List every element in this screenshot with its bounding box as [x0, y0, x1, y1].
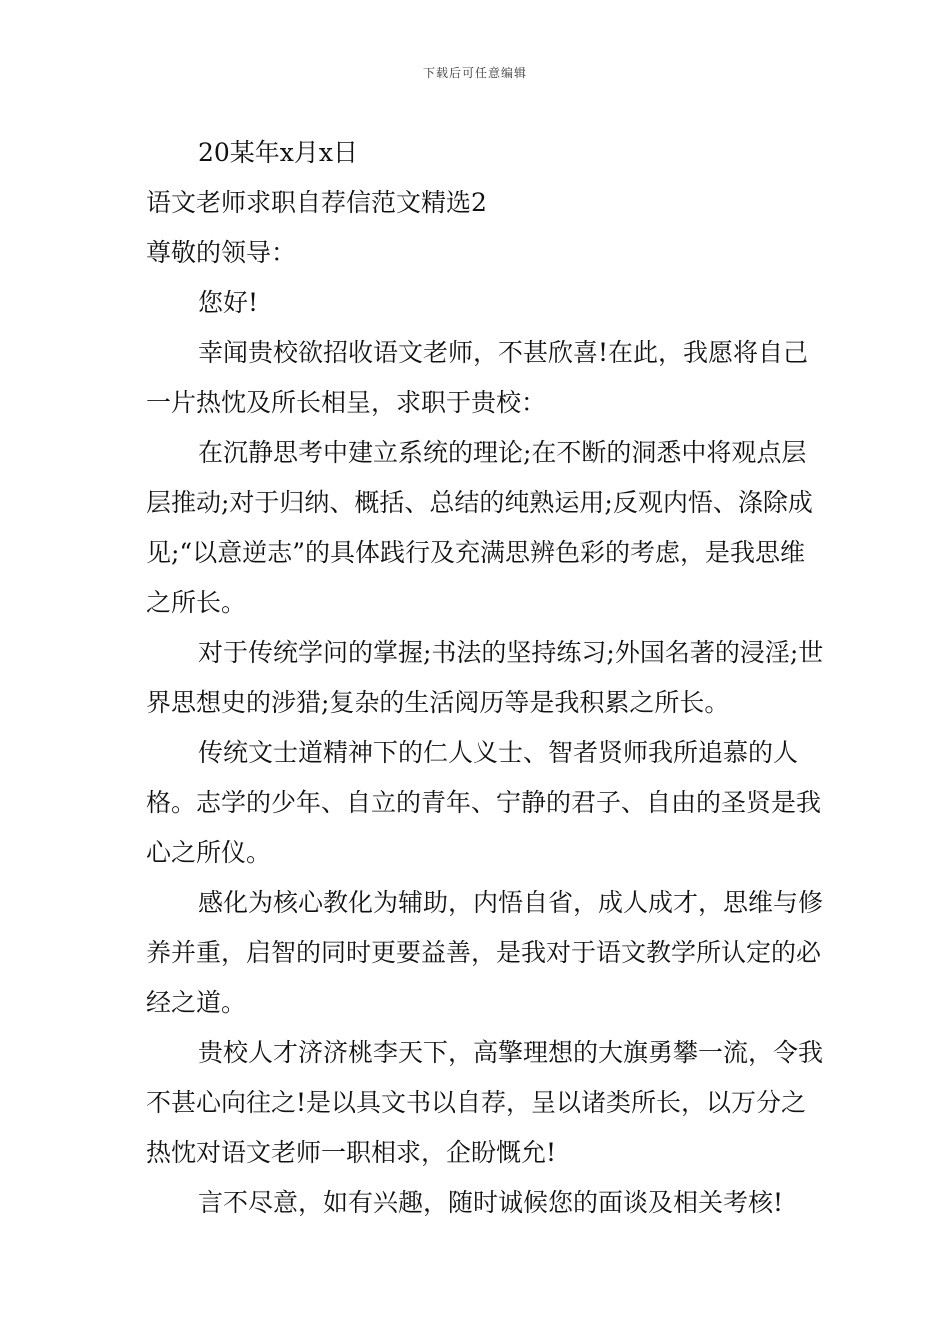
letter-paragraph-4: 传统文士道精神下的仁人义士、智者贤师我所追慕的人格。志学的少年、自立的青年、宁静的君子、自由的圣贤是我心之所仪。: [146, 738, 822, 867]
letter-paragraph-1: 幸闻贵校欲招收语文老师，不甚欣喜!在此，我愿将自己一片热忱及所长相呈，求职于贵校：: [146, 338, 809, 417]
letter-paragraph-3: 对于传统学问的掌握;书法的坚持练习;外国名著的浸淫;世界思想史的涉猎;复杂的生活阅历等是我积累之所长。: [146, 638, 824, 717]
letter-paragraph-5: 感化为核心教化为辅助，内悟自省，成人成才，思维与修养并重，启智的同时更要益善，是我对于语文教学所认定的必经之道。: [146, 888, 824, 1017]
letter-body: [146, 128, 826, 1228]
letter-paragraph-6: 贵校人才济济桃李天下，高擎理想的大旗勇攀一流，令我不甚心向往之!是以具文书以自荐，呈以诸类所长，以万分之热忱对语文老师一职相求，企盼慨允!: [146, 1038, 824, 1167]
letter-paragraph-2: 在沉静思考中建立系统的理论;在不断的洞悉中将观点层层推动;对于归纳、概括、总结的纯熟运用;反观内悟、涤除成见;“以意逆志”的具体践行及充满思辨色彩的考虑，是我思维之所长。: [146, 438, 813, 617]
page-header-note: 下载后可任意编辑: [422, 66, 527, 80]
letter-date: 20某年x月x日: [198, 138, 359, 167]
letter-paragraph-7: 言不尽意，如有兴趣，随时诚候您的面谈及相关考核!: [198, 1188, 784, 1217]
letter-title: 语文老师求职自荐信范文精选2: [146, 188, 487, 217]
letter-salutation: 尊敬的领导：: [146, 238, 297, 267]
letter-greeting: 您好!: [198, 288, 259, 317]
